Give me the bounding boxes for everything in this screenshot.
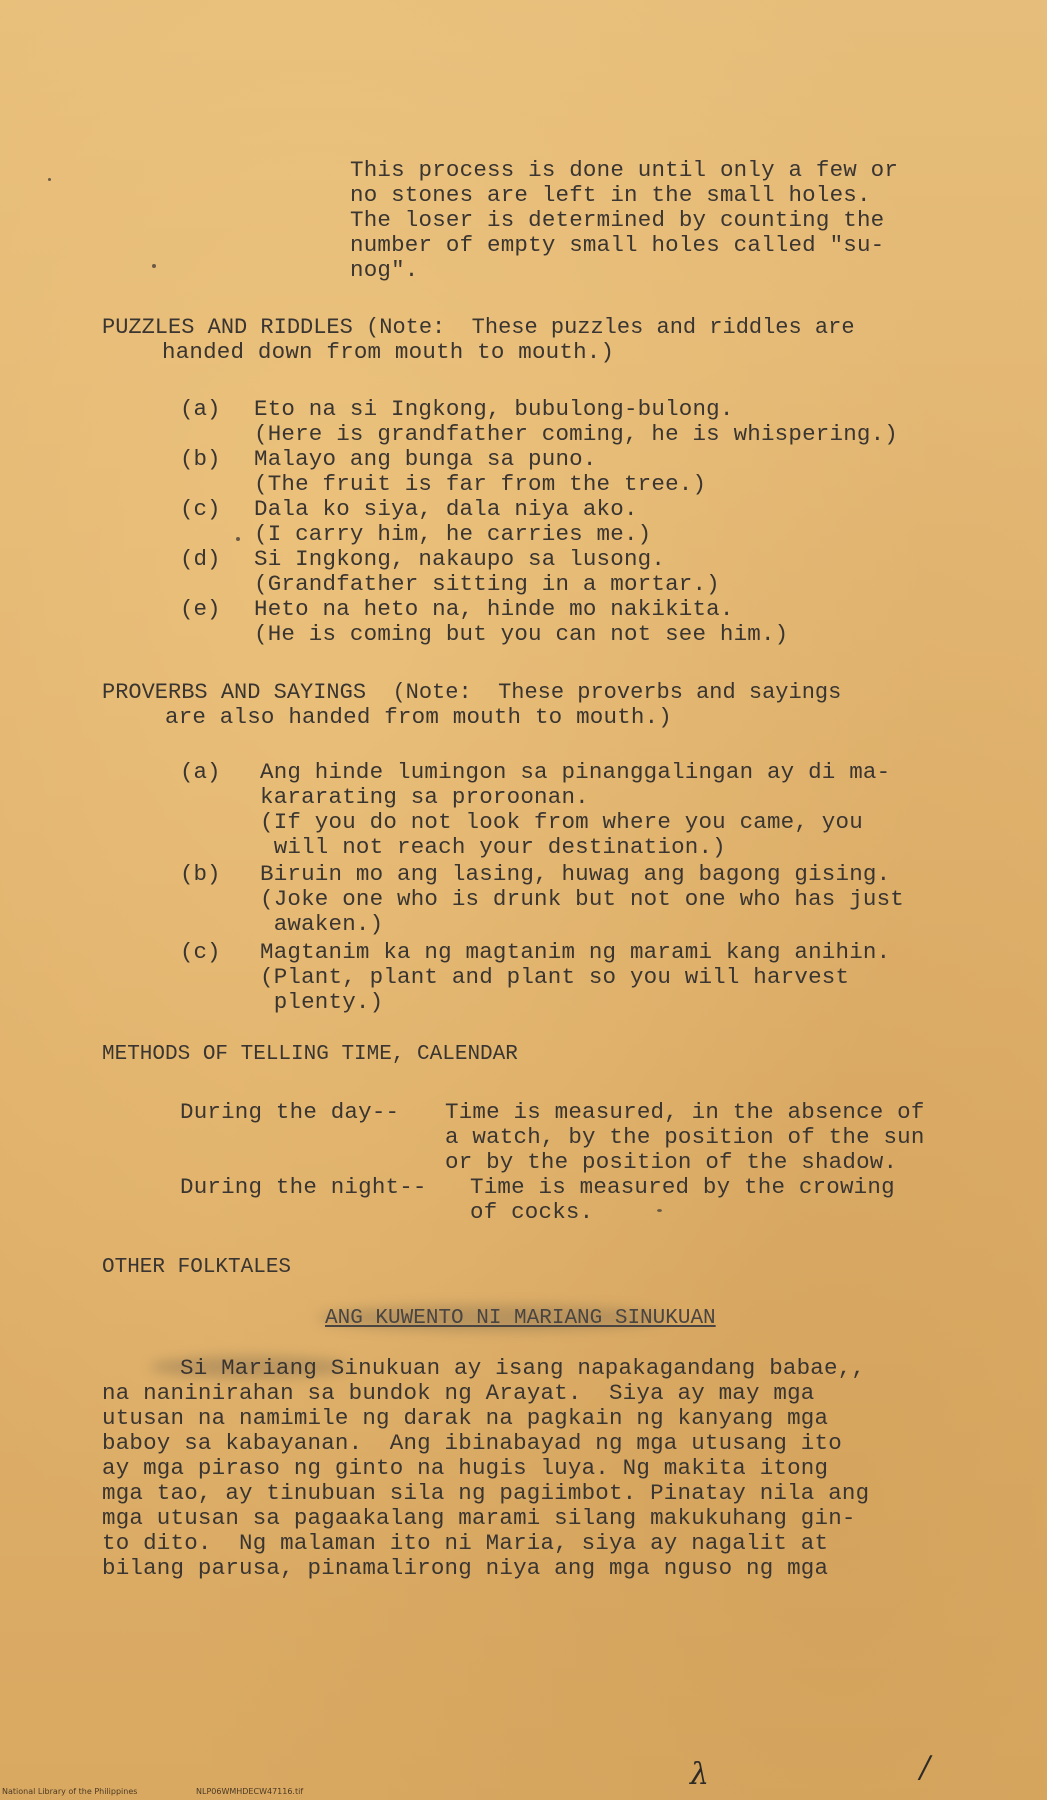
- riddle-tagalog: Eto na si Ingkong, bubulong-bulong.: [254, 396, 734, 422]
- story-paragraph-line: utusan na namimile ng darak na pagkain ng kanyang mga: [102, 1405, 829, 1431]
- story-paragraph-line: ay mga piraso ng ginto na hugis luya. Ng makita itong: [102, 1455, 829, 1481]
- section-heading-continued: are also handed from mouth to mouth.): [165, 704, 672, 730]
- text-line: number of empty small holes called "su-: [350, 232, 885, 258]
- section-heading-continued: handed down from mouth to mouth.): [162, 339, 615, 365]
- riddle-english: (He is coming but you can not see him.): [254, 621, 789, 647]
- text-line: nog".: [350, 257, 419, 283]
- proverb-line: Ang hinde lumingon sa pinanggalingan ay di ma-: [260, 759, 891, 785]
- proverb-line: Magtanim ka ng magtanim ng marami kang anihin.: [260, 939, 891, 965]
- speck: [236, 537, 240, 541]
- story-paragraph-line: bilang parusa, pinamalirong niya ang mga nguso ng mga: [102, 1555, 829, 1581]
- story-paragraph-line: baboy sa kabayanan. Ang ibinabayad ng mga utusang ito: [102, 1430, 842, 1456]
- item-label: (c): [180, 496, 221, 522]
- proverb-line: plenty.): [260, 989, 384, 1015]
- text-line: no stones are left in the small holes.: [350, 182, 871, 208]
- story-title: ANG KUWENTO NI MARIANG SINUKUAN: [325, 1307, 716, 1330]
- proverb-line: will not reach your destination.): [260, 834, 726, 860]
- proverb-line: (Joke one who is drunk but not one who has just: [260, 886, 905, 912]
- time-label-night: During the night--: [180, 1174, 427, 1200]
- time-description: or by the position of the shadow.: [445, 1149, 898, 1175]
- story-paragraph-line: Si Mariang Sinukuan ay isang napakagandang babae,,: [180, 1355, 866, 1381]
- footer-filename: NLP06WMHDECW47116.tif: [196, 1787, 304, 1796]
- riddle-english: (Grandfather sitting in a mortar.): [254, 571, 720, 597]
- proverb-line: (Plant, plant and plant so you will harvest: [260, 964, 850, 990]
- story-paragraph-line: to dito. Ng malaman ito ni Maria, siya ay nagalit at: [102, 1530, 829, 1556]
- footer-library: National Library of the Philippines: [2, 1787, 138, 1796]
- riddle-tagalog: Si Ingkong, nakaupo sa lusong.: [254, 546, 666, 572]
- story-paragraph-line: mga tao, ay tinubuan sila ng pagiimbot. Pinatay nila ang: [102, 1480, 870, 1506]
- riddle-tagalog: Malayo ang bunga sa puno.: [254, 446, 597, 472]
- riddle-tagalog: Dala ko siya, dala niya ako.: [254, 496, 638, 522]
- text-line: The loser is determined by counting the: [350, 207, 885, 233]
- item-label: (a): [180, 759, 221, 785]
- proverb-line: Biruin mo ang lasing, huwag ang bagong gising.: [260, 861, 891, 887]
- riddle-tagalog: Heto na heto na, hinde mo nakikita.: [254, 596, 734, 622]
- speck: [152, 264, 156, 268]
- text-line: This process is done until only a few or: [350, 157, 899, 183]
- proverb-line: (If you do not look from where you came, you: [260, 809, 863, 835]
- speck: [657, 1209, 662, 1212]
- item-label: (d): [180, 546, 221, 572]
- section-heading: OTHER FOLKTALES: [102, 1256, 292, 1279]
- time-label-day: During the day--: [180, 1099, 400, 1125]
- section-heading: PROVERBS AND SAYINGS (Note: These proverbs and sayings: [102, 680, 842, 705]
- item-label: (c): [180, 939, 221, 965]
- proverb-line: kararating sa proroonan.: [260, 784, 589, 810]
- time-description: of cocks.: [470, 1199, 594, 1225]
- riddle-english: (Here is grandfather coming, he is whispering.): [254, 421, 899, 447]
- time-description: Time is measured, in the absence of: [445, 1099, 925, 1125]
- item-label: (e): [180, 596, 221, 622]
- item-label: (a): [180, 396, 221, 422]
- story-paragraph-line: mga utusan sa pagaakalang marami silang makukuhang gin-: [102, 1505, 856, 1531]
- section-heading: METHODS OF TELLING TIME, CALENDAR: [102, 1043, 518, 1066]
- riddle-english: (The fruit is far from the tree.): [254, 471, 707, 497]
- speck: [48, 178, 51, 181]
- story-paragraph-line: na naninirahan sa bundok ng Arayat. Siya ay may mga: [102, 1380, 815, 1406]
- item-label: (b): [180, 861, 221, 887]
- time-description: Time is measured by the crowing: [470, 1174, 895, 1200]
- item-label: (b): [180, 446, 221, 472]
- handwritten-mark: /: [920, 1750, 931, 1785]
- proverb-line: awaken.): [260, 911, 384, 937]
- riddle-english: (I carry him, he carries me.): [254, 521, 652, 547]
- time-description: a watch, by the position of the sun: [445, 1124, 925, 1150]
- section-heading: PUZZLES AND RIDDLES (Note: These puzzles and riddles are: [102, 315, 855, 340]
- handwritten-mark: λ: [690, 1757, 710, 1792]
